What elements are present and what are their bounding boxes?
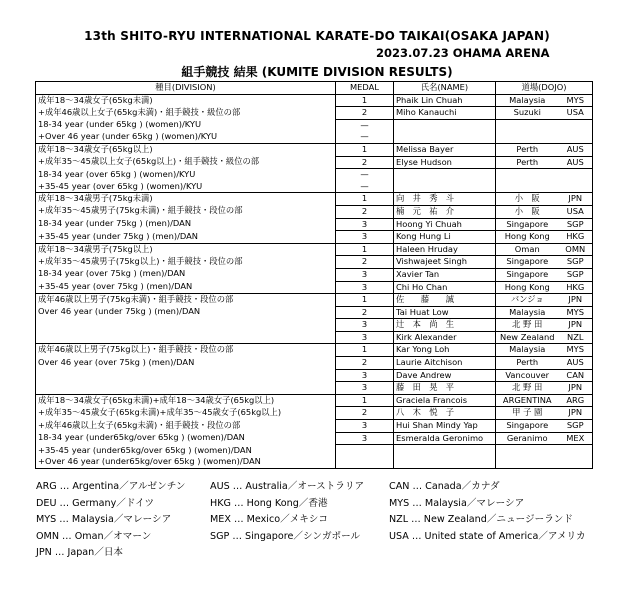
name-cell: Dave Andrew (394, 369, 496, 382)
table-row (36, 268, 593, 281)
country-cell: AUS (559, 357, 593, 370)
table-row (36, 231, 593, 244)
division-cell (36, 331, 336, 344)
division-cell: +Over 46 year (under 65kg ) (women)/KYU (36, 131, 336, 143)
dojo-cell: Singapore (496, 420, 559, 433)
medal-cell: 3 (336, 218, 394, 231)
name-cell: 藤 田 晃 平 (394, 382, 496, 395)
division-cell (36, 319, 336, 332)
dojo-cell: 小 阪 (496, 205, 559, 218)
medal-cell: 2 (336, 256, 394, 269)
division-cell: +成年35～45歳以上女子(65kg以上)・組手競技・級位の部 (36, 156, 336, 169)
name-cell: Esmeralda Geronimo (394, 432, 496, 445)
medal-cell (336, 445, 394, 457)
dojo-cell: Singapore (496, 268, 559, 281)
division-cell: 18-34 year (over 75kg ) (men)/DAN (36, 268, 336, 281)
table-row (36, 119, 593, 131)
medal-cell: 3 (336, 319, 394, 332)
medal-cell: 1 (336, 294, 394, 307)
dojo-cell: Malaysia (496, 306, 559, 319)
name-cell: 向 井 秀 斗 (394, 193, 496, 206)
dojo-cell: Perth (496, 156, 559, 169)
division-cell: 成年18～34歳女子(65kg未満)+成年18～34歳女子(65kg以上) (36, 394, 336, 407)
medal-cell: 3 (336, 382, 394, 395)
country-cell (559, 181, 593, 193)
medal-cell: 2 (336, 107, 394, 120)
country-cell (559, 169, 593, 181)
medal-cell: 2 (336, 407, 394, 420)
dojo-header: 道場(DOJO) (496, 82, 593, 95)
name-cell: 佐 藤 誠 (394, 294, 496, 307)
table-row (36, 218, 593, 231)
dojo-cell: Suzuki (496, 107, 559, 120)
dojo-cell: Perth (496, 143, 559, 156)
country-cell: JPN (559, 193, 593, 206)
legend-item: MYS … Malaysia／マレーシア (389, 497, 525, 509)
division-cell: +成年35～45歳男子(75kg以上)・組手競技・段位の部 (36, 256, 336, 269)
division-cell: 成年18～34歳男子(75kg以上) (36, 243, 336, 256)
division-cell: +Over 46 year (under65kg/over 65kg ) (women)/DAN (36, 456, 336, 468)
name-cell: Vishwajeet Singh (394, 256, 496, 269)
name-cell: Chi Ho Chan (394, 281, 496, 294)
name-cell (394, 119, 496, 131)
dojo-cell (496, 119, 559, 131)
dojo-cell: ARGENTINA (496, 394, 559, 407)
country-cell: OMN (559, 243, 593, 256)
dojo-cell: Hong Kong (496, 281, 559, 294)
country-cell: ARG (559, 394, 593, 407)
legend-item: ARG … Argentina／アルゼンチン (36, 481, 186, 492)
medal-cell: — (336, 131, 394, 143)
division-cell: 18-34 year (under65kg/over 65kg ) (women)/DAN (36, 432, 336, 445)
table-row (36, 131, 593, 143)
name-cell: Graciela Francois (394, 394, 496, 407)
table-row (36, 357, 593, 370)
legend-item: DEU … Germany／ドイツ (36, 497, 155, 509)
table-row (36, 344, 593, 357)
country-cell (559, 445, 593, 457)
division-cell (36, 369, 336, 382)
dojo-cell: Geranimo (496, 432, 559, 445)
table-row (36, 169, 593, 181)
table-row (36, 420, 593, 433)
dojo-cell (496, 131, 559, 143)
division-cell: 成年46歳以上男子(75kg以上)・組手競技・段位の部 (36, 344, 336, 357)
division-cell: 18-34 year (under 65kg ) (women)/KYU (36, 119, 336, 131)
results-title: 組手競技 結果 (KUMITE DIVISION RESULTS) (181, 65, 453, 79)
date-venue: 2023.07.23 OHAMA ARENA (376, 46, 550, 60)
country-cell: MYS (559, 344, 593, 357)
dojo-cell (496, 169, 559, 181)
table-row (36, 369, 593, 382)
medal-cell (336, 456, 394, 468)
division-cell: Over 46 year (over 75kg ) (men)/DAN (36, 357, 336, 370)
legend-item: SGP … Singapore／シンガポール (210, 530, 361, 542)
medal-cell: 3 (336, 331, 394, 344)
country-cell: USA (559, 107, 593, 120)
name-cell: Melissa Bayer (394, 143, 496, 156)
name-cell: Elyse Hudson (394, 156, 496, 169)
dojo-cell (496, 456, 559, 468)
table-row (36, 382, 593, 395)
division-cell: +成年35～45歳男子(75kg未満)・組手競技・段位の部 (36, 205, 336, 218)
table-row (36, 306, 593, 319)
table-header-row (36, 82, 593, 95)
legend-item: USA … United state of America／アメリカ (389, 530, 586, 542)
name-cell: 八 木 悦 子 (394, 407, 496, 420)
event-title: 13th SHITO-RYU INTERNATIONAL KARATE-DO TAIKAI(OSAKA JAPAN) (84, 29, 550, 43)
division-cell: 18-34 year (under 75kg ) (men)/DAN (36, 218, 336, 231)
table-row (36, 407, 593, 420)
country-cell: MYS (559, 94, 593, 107)
name-cell: Phaik Lin Chuah (394, 94, 496, 107)
medal-cell: 2 (336, 156, 394, 169)
legend-item: CAN … Canada／カナダ (389, 481, 500, 492)
medal-cell: 3 (336, 281, 394, 294)
name-cell: Hui Shan Mindy Yap (394, 420, 496, 433)
medal-cell: 1 (336, 394, 394, 407)
division-cell: +35-45 year (under 75kg ) (men)/DAN (36, 231, 336, 244)
division-cell: +35-45 year (under65kg/over 65kg ) (women)/DAN (36, 445, 336, 457)
name-cell (394, 445, 496, 457)
dojo-cell: Malaysia (496, 94, 559, 107)
name-cell: Miho Kanauchi (394, 107, 496, 120)
country-cell (559, 456, 593, 468)
dojo-cell: Oman (496, 243, 559, 256)
division-cell: +成年35～45歳女子(65kg未満)+成年35～45歳女子(65kg以上) (36, 407, 336, 420)
country-cell: JPN (559, 407, 593, 420)
division-cell: +成年46歳以上女子(65kg未満)・組手競技・段位の部 (36, 420, 336, 433)
country-cell: SGP (559, 420, 593, 433)
table-row (36, 394, 593, 407)
country-cell: AUS (559, 156, 593, 169)
table-row (36, 256, 593, 269)
name-header: 氏名(NAME) (394, 82, 496, 95)
dojo-cell (496, 181, 559, 193)
medal-header: MEDAL (336, 82, 394, 95)
medal-cell: 3 (336, 231, 394, 244)
dojo-cell: 北 野 田 (496, 319, 559, 332)
legend-item: MEX … Mexico／メキシコ (210, 514, 328, 525)
medal-cell: 1 (336, 243, 394, 256)
division-cell: 成年46歳以上男子(75kg未満)・組手競技・段位の部 (36, 294, 336, 307)
name-cell (394, 456, 496, 468)
division-cell: +35-45 year (over 65kg ) (women)/KYU (36, 181, 336, 193)
country-cell: HKG (559, 281, 593, 294)
medal-cell: — (336, 181, 394, 193)
country-cell: AUS (559, 143, 593, 156)
medal-cell: 2 (336, 205, 394, 218)
name-cell: Kar Yong Loh (394, 344, 496, 357)
dojo-cell: バンジョ (496, 294, 559, 307)
country-cell: JPN (559, 382, 593, 395)
division-cell: +35-45 year (over 75kg ) (men)/DAN (36, 281, 336, 294)
medal-cell: 3 (336, 432, 394, 445)
dojo-cell: 小 阪 (496, 193, 559, 206)
division-header: 種目(DIVISION) (36, 82, 336, 95)
name-cell: Laurie Aitchison (394, 357, 496, 370)
medal-cell: 2 (336, 357, 394, 370)
name-cell: Kirk Alexander (394, 331, 496, 344)
table-row (36, 181, 593, 193)
name-cell (394, 169, 496, 181)
table-row (36, 243, 593, 256)
legend-item: HKG … Hong Kong／香港 (210, 497, 328, 509)
country-cell (559, 119, 593, 131)
medal-cell: — (336, 169, 394, 181)
table-row (36, 331, 593, 344)
name-cell: 辻 本 尚 生 (394, 319, 496, 332)
name-cell (394, 131, 496, 143)
dojo-cell: Singapore (496, 256, 559, 269)
results-table-body (36, 82, 593, 469)
name-cell: Tai Huat Low (394, 306, 496, 319)
division-cell: +成年46歳以上女子(65kg未満)・組手競技・級位の部 (36, 107, 336, 120)
medal-cell: 3 (336, 369, 394, 382)
medal-cell: 1 (336, 193, 394, 206)
division-cell: 成年18～34歳男子(75kg未満) (36, 193, 336, 206)
division-cell: Over 46 year (under 75kg ) (men)/DAN (36, 306, 336, 319)
country-cell: JPN (559, 294, 593, 307)
dojo-cell (496, 445, 559, 457)
legend-item: JPN … Japan／日本 (36, 547, 124, 558)
medal-cell: 2 (336, 306, 394, 319)
country-cell: JPN (559, 319, 593, 332)
dojo-cell: New Zealand (496, 331, 559, 344)
country-cell: MYS (559, 306, 593, 319)
results-table (35, 81, 593, 469)
division-cell: 18-34 year (over 65kg ) (women)/KYU (36, 169, 336, 181)
table-row (36, 156, 593, 169)
medal-cell: 3 (336, 420, 394, 433)
medal-cell: 1 (336, 143, 394, 156)
division-cell (36, 382, 336, 395)
table-row (36, 432, 593, 445)
name-cell: Xavier Tan (394, 268, 496, 281)
name-cell: 楠 元 祐 介 (394, 205, 496, 218)
dojo-cell: 甲 子 園 (496, 407, 559, 420)
table-row (36, 94, 593, 107)
country-cell: HKG (559, 231, 593, 244)
legend-item: MYS … Malaysia／マレーシア (36, 514, 172, 525)
dojo-cell: 北 野 田 (496, 382, 559, 395)
country-cell: MEX (559, 432, 593, 445)
division-cell: 成年18～34歳女子(65kg以上) (36, 143, 336, 156)
legend-item: NZL … New Zealand／ニュージーランド (389, 514, 573, 525)
table-row (36, 205, 593, 218)
table-row (36, 294, 593, 307)
table-row (36, 445, 593, 457)
division-cell: 成年18～34歳女子(65kg未満) (36, 94, 336, 107)
dojo-cell: Vancouver (496, 369, 559, 382)
medal-cell: 3 (336, 268, 394, 281)
legend-item: AUS … Australia／オーストラリア (210, 481, 365, 492)
country-cell (559, 131, 593, 143)
name-cell (394, 181, 496, 193)
country-cell: NZL (559, 331, 593, 344)
table-row (36, 143, 593, 156)
table-row (36, 107, 593, 120)
table-row (36, 319, 593, 332)
country-cell: SGP (559, 268, 593, 281)
dojo-cell: Hong Kong (496, 231, 559, 244)
legend-item: OMN … Oman／オマーン (36, 530, 152, 542)
dojo-cell: Malaysia (496, 344, 559, 357)
country-cell: SGP (559, 218, 593, 231)
medal-cell: 1 (336, 344, 394, 357)
name-cell: Haleen Hruday (394, 243, 496, 256)
dojo-cell: Perth (496, 357, 559, 370)
table-row (36, 456, 593, 468)
name-cell: Kong Hung Li (394, 231, 496, 244)
medal-cell: — (336, 119, 394, 131)
country-cell: SGP (559, 256, 593, 269)
dojo-cell: Singapore (496, 218, 559, 231)
medal-cell: 1 (336, 94, 394, 107)
table-row (36, 281, 593, 294)
country-cell: CAN (559, 369, 593, 382)
name-cell: Hoong Yi Chuah (394, 218, 496, 231)
table-row (36, 193, 593, 206)
country-cell: USA (559, 205, 593, 218)
